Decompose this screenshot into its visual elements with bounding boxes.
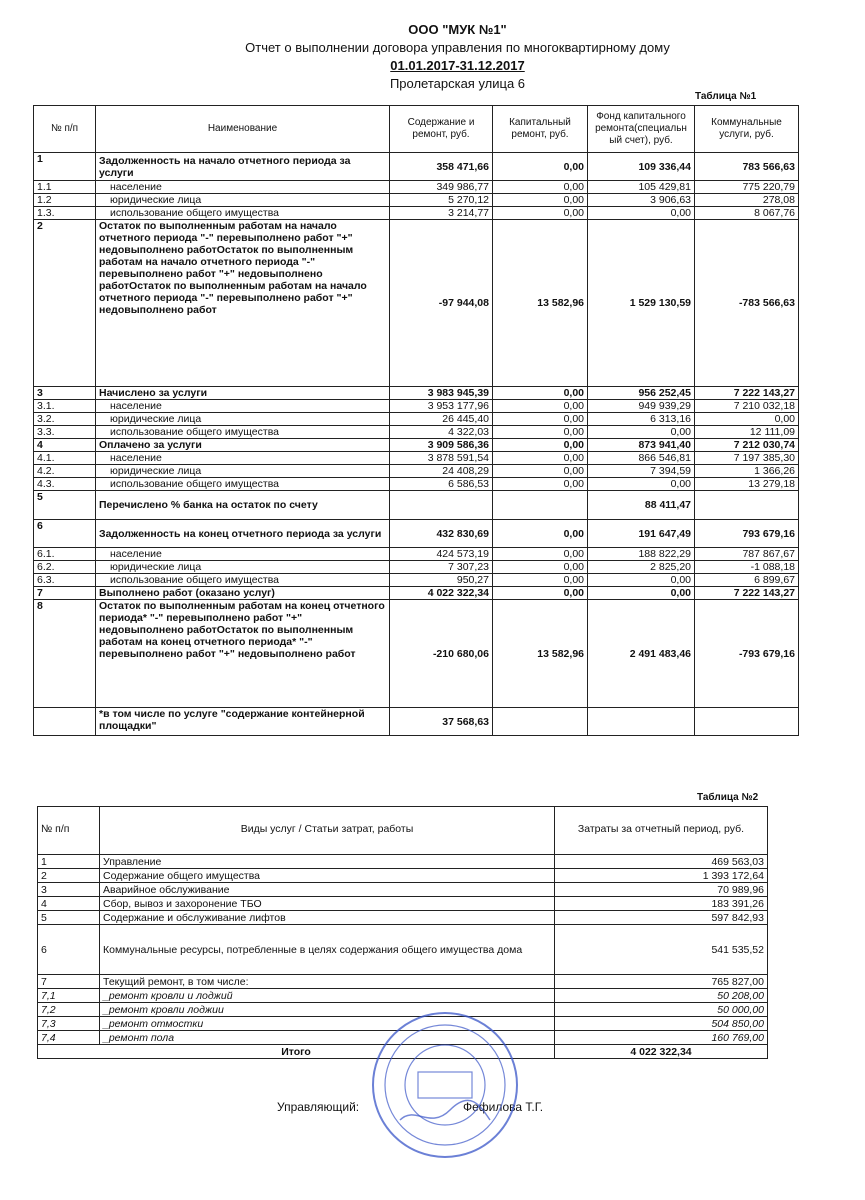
table2-row xyxy=(38,897,768,911)
t1-cell-num: 1.3. xyxy=(34,207,96,220)
t1-cell-fund: 109 336,44 xyxy=(588,153,695,181)
table1-row xyxy=(34,478,799,491)
t1-cell-util: 13 279,18 xyxy=(695,478,799,491)
table1-row xyxy=(34,194,799,207)
t2-cell-num: 1 xyxy=(38,855,100,869)
t1-cell-name: использование общего имущества xyxy=(96,207,390,220)
t1-cell-util: 7 222 143,27 xyxy=(695,387,799,400)
house-address: Пролетарская улица 6 xyxy=(389,76,526,91)
t1-cell-maint xyxy=(390,491,493,520)
t2-cell-num: 7,3 xyxy=(38,1017,100,1031)
t2-col-val: Затраты за отчетный период, руб. xyxy=(555,807,768,855)
t1-cell-num: 1.1 xyxy=(34,181,96,194)
t1-col-name: Наименование xyxy=(96,106,390,153)
org-name: ООО "МУК №1" xyxy=(408,22,507,37)
t1-cell-fund: 7 394,59 xyxy=(588,465,695,478)
t2-cell-name: _ремонт пола xyxy=(100,1031,555,1045)
t1-cell-util: 7 222 143,27 xyxy=(695,587,799,600)
table1-caption: Таблица №1 xyxy=(695,91,757,102)
t1-cell-maint: 3 214,77 xyxy=(390,207,493,220)
t1-cell-maint: 6 586,53 xyxy=(390,478,493,491)
t1-cell-maint: 3 878 591,54 xyxy=(390,452,493,465)
t1-col-cap: Капитальный ремонт, руб. xyxy=(493,106,588,153)
t1-cell-name: Оплачено за услуги xyxy=(96,439,390,452)
t1-cell-fund: 2 491 483,46 xyxy=(588,600,695,708)
table1-row xyxy=(34,561,799,574)
t1-cell-maint: 358 471,66 xyxy=(390,153,493,181)
t1-cell-num: 6.2. xyxy=(34,561,96,574)
t1-cell-num: 4.2. xyxy=(34,465,96,478)
t1-cell-util: -1 088,18 xyxy=(695,561,799,574)
t1-cell-util xyxy=(695,708,799,736)
t2-cell-num: 6 xyxy=(38,925,100,975)
t1-cell-num xyxy=(34,708,96,736)
t1-cell-num: 4.1. xyxy=(34,452,96,465)
t2-cell-name: _ремонт кровли и лоджий xyxy=(100,989,555,1003)
t1-cell-name: юридические лица xyxy=(96,413,390,426)
t1-cell-cap: 0,00 xyxy=(493,587,588,600)
table2-row xyxy=(38,883,768,897)
t1-cell-fund: 2 825,20 xyxy=(588,561,695,574)
t1-cell-name: население xyxy=(96,181,390,194)
t2-cell-name: Сбор, вывоз и захоронение ТБО xyxy=(100,897,555,911)
t1-cell-util: 787 867,67 xyxy=(695,548,799,561)
t1-cell-cap: 13 582,96 xyxy=(493,600,588,708)
t1-cell-num: 3.1. xyxy=(34,400,96,413)
t2-cell-num: 7,1 xyxy=(38,989,100,1003)
t1-cell-num: 7 xyxy=(34,587,96,600)
t1-cell-name: население xyxy=(96,452,390,465)
t1-cell-num: 5 xyxy=(34,491,96,520)
t1-cell-util: 7 210 032,18 xyxy=(695,400,799,413)
t1-cell-name: использование общего имущества xyxy=(96,574,390,587)
t1-cell-util: 278,08 xyxy=(695,194,799,207)
t1-cell-fund: 866 546,81 xyxy=(588,452,695,465)
table1-row xyxy=(34,207,799,220)
t1-cell-cap: 0,00 xyxy=(493,548,588,561)
t1-cell-fund: 873 941,40 xyxy=(588,439,695,452)
t2-cell-num: 7,4 xyxy=(38,1031,100,1045)
table2-row xyxy=(38,855,768,869)
table1-row xyxy=(34,220,799,387)
t1-col-util: Коммунальные услуги, руб. xyxy=(695,106,799,153)
table1-row xyxy=(34,400,799,413)
t1-cell-cap: 0,00 xyxy=(493,400,588,413)
t1-cell-cap: 0,00 xyxy=(493,153,588,181)
t2-cell-name: _ремонт кровли лоджии xyxy=(100,1003,555,1017)
t1-cell-cap xyxy=(493,491,588,520)
t1-cell-util: 775 220,79 xyxy=(695,181,799,194)
table2-row xyxy=(38,869,768,883)
t1-cell-name: юридические лица xyxy=(96,561,390,574)
t1-cell-maint: 4 022 322,34 xyxy=(390,587,493,600)
report-title: Отчет о выполнении договора управления по многоквартирному дому xyxy=(245,40,670,55)
t2-col-name: Виды услуг / Статьи затрат, работы xyxy=(100,807,555,855)
t2-cell-val: 541 535,52 xyxy=(555,925,768,975)
t1-cell-maint: 349 986,77 xyxy=(390,181,493,194)
t2-cell-num: 4 xyxy=(38,897,100,911)
t1-cell-name: Остаток по выполненным работам на конец отчетного периода* "-" перевыполнено работ "+" недовыполнено работОстаток по выполненным работам на конец отчетного периода* "-" перевыполнено работ "+" недовыполнено работ xyxy=(96,600,390,708)
report-period: 01.01.2017-31.12.2017 xyxy=(390,58,525,73)
t1-cell-name: Задолженность на конец отчетного периода за услуги xyxy=(96,520,390,548)
t1-cell-maint: 5 270,12 xyxy=(390,194,493,207)
t1-cell-fund: 949 939,29 xyxy=(588,400,695,413)
t2-cell-name: Текущий ремонт, в том числе: xyxy=(100,975,555,989)
t1-cell-fund: 105 429,81 xyxy=(588,181,695,194)
t1-cell-name: юридические лица xyxy=(96,465,390,478)
t1-cell-name: Остаток по выполненным работам на начало отчетного периода "-" перевыполнено работ "+" недовыполнено работОстаток по выполненным работам на начало отчетного периода "-" перевыполнено работ "+" недовыполнено работОстаток по выполненным работам на начало отчетного периода "-" перевыполнено работ "+" недовыполнено работ xyxy=(96,220,390,387)
t2-cell-val: 50 208,00 xyxy=(555,989,768,1003)
t2-cell-num: 7,2 xyxy=(38,1003,100,1017)
t1-cell-util: 783 566,63 xyxy=(695,153,799,181)
t1-cell-name: Задолженность на начало отчетного периода за услуги xyxy=(96,153,390,181)
table2-row xyxy=(38,975,768,989)
t1-cell-name: юридические лица xyxy=(96,194,390,207)
t1-cell-cap: 0,00 xyxy=(493,465,588,478)
t2-cell-name: Коммунальные ресурсы, потребленные в целях содержания общего имущества дома xyxy=(100,925,555,975)
t2-cell-val: 469 563,03 xyxy=(555,855,768,869)
t1-cell-num: 6.1. xyxy=(34,548,96,561)
t2-cell-num: 5 xyxy=(38,911,100,925)
total-label: Итого xyxy=(38,1045,555,1059)
t1-cell-util: -793 679,16 xyxy=(695,600,799,708)
t2-cell-val: 70 989,96 xyxy=(555,883,768,897)
t2-cell-val: 597 842,93 xyxy=(555,911,768,925)
t1-cell-cap: 0,00 xyxy=(493,452,588,465)
t1-cell-maint: 26 445,40 xyxy=(390,413,493,426)
t2-cell-val: 504 850,00 xyxy=(555,1017,768,1031)
table1-row xyxy=(34,413,799,426)
t1-cell-fund: 88 411,47 xyxy=(588,491,695,520)
t1-cell-fund: 6 313,16 xyxy=(588,413,695,426)
t1-cell-name: население xyxy=(96,400,390,413)
t1-cell-util: 7 197 385,30 xyxy=(695,452,799,465)
t1-cell-maint: 432 830,69 xyxy=(390,520,493,548)
t1-cell-util: 12 111,09 xyxy=(695,426,799,439)
t1-cell-util: 8 067,76 xyxy=(695,207,799,220)
t1-cell-fund: 1 529 130,59 xyxy=(588,220,695,387)
table1-header-row xyxy=(34,106,799,153)
t1-cell-fund: 3 906,63 xyxy=(588,194,695,207)
table2-row xyxy=(38,911,768,925)
t2-cell-name: Содержание общего имущества xyxy=(100,869,555,883)
t1-cell-cap: 0,00 xyxy=(493,574,588,587)
table1-row xyxy=(34,181,799,194)
t1-cell-fund: 0,00 xyxy=(588,426,695,439)
t2-col-num: № п/п xyxy=(38,807,100,855)
t1-cell-cap xyxy=(493,708,588,736)
t1-cell-util: 1 366,26 xyxy=(695,465,799,478)
t1-col-fund: Фонд капитального ремонта(специальн ый счет), руб. xyxy=(588,106,695,153)
company-stamp xyxy=(370,1010,520,1160)
t1-cell-num: 1 xyxy=(34,153,96,181)
table1-row xyxy=(34,491,799,520)
table1-row xyxy=(34,387,799,400)
t2-cell-num: 3 xyxy=(38,883,100,897)
table1-row xyxy=(34,587,799,600)
t1-cell-maint: 37 568,63 xyxy=(390,708,493,736)
t1-cell-cap: 0,00 xyxy=(493,207,588,220)
t1-cell-num: 6.3. xyxy=(34,574,96,587)
table1-row xyxy=(34,465,799,478)
table2-header-row xyxy=(38,807,768,855)
t1-cell-maint: 950,27 xyxy=(390,574,493,587)
t1-cell-maint: -210 680,06 xyxy=(390,600,493,708)
t1-cell-cap: 0,00 xyxy=(493,181,588,194)
t1-cell-maint: 424 573,19 xyxy=(390,548,493,561)
table2-caption: Таблица №2 xyxy=(697,792,759,803)
t1-cell-util xyxy=(695,491,799,520)
t1-cell-fund xyxy=(588,708,695,736)
t1-cell-num: 4.3. xyxy=(34,478,96,491)
table1-row xyxy=(34,520,799,548)
table1 xyxy=(33,105,799,736)
t2-cell-val: 1 393 172,64 xyxy=(555,869,768,883)
t1-cell-num: 4 xyxy=(34,439,96,452)
t1-cell-num: 8 xyxy=(34,600,96,708)
t1-cell-fund: 0,00 xyxy=(588,574,695,587)
t1-cell-cap: 0,00 xyxy=(493,194,588,207)
t1-cell-maint: 4 322,03 xyxy=(390,426,493,439)
t1-cell-maint: -97 944,08 xyxy=(390,220,493,387)
t1-cell-cap: 0,00 xyxy=(493,426,588,439)
t2-cell-num: 2 xyxy=(38,869,100,883)
t1-cell-num: 3.2. xyxy=(34,413,96,426)
t1-cell-cap: 0,00 xyxy=(493,478,588,491)
table1-row xyxy=(34,153,799,181)
table1-row xyxy=(34,708,799,736)
t1-cell-util: 0,00 xyxy=(695,413,799,426)
t2-cell-name: Аварийное обслуживание xyxy=(100,883,555,897)
table2-row xyxy=(38,925,768,975)
t1-cell-cap: 13 582,96 xyxy=(493,220,588,387)
total-value: 4 022 322,34 xyxy=(555,1045,768,1059)
t1-cell-num: 3.3. xyxy=(34,426,96,439)
t1-cell-cap: 0,00 xyxy=(493,520,588,548)
t1-cell-name: использование общего имущества xyxy=(96,426,390,439)
t2-cell-name: Содержание и обслуживание лифтов xyxy=(100,911,555,925)
t1-cell-cap: 0,00 xyxy=(493,413,588,426)
t1-cell-maint: 24 408,29 xyxy=(390,465,493,478)
t1-cell-cap: 0,00 xyxy=(493,387,588,400)
t2-cell-val: 765 827,00 xyxy=(555,975,768,989)
t1-cell-util: 793 679,16 xyxy=(695,520,799,548)
table1-row xyxy=(34,600,799,708)
t1-cell-name: Начислено за услуги xyxy=(96,387,390,400)
t1-cell-num: 2 xyxy=(34,220,96,387)
t1-cell-maint: 7 307,23 xyxy=(390,561,493,574)
t2-cell-name: Управление xyxy=(100,855,555,869)
t1-cell-maint: 3 909 586,36 xyxy=(390,439,493,452)
t1-cell-util: 7 212 030,74 xyxy=(695,439,799,452)
t1-cell-util: -783 566,63 xyxy=(695,220,799,387)
t1-cell-cap: 0,00 xyxy=(493,439,588,452)
t1-cell-name: *в том числе по услуге "содержание контейнерной площадки" xyxy=(96,708,390,736)
table1-row xyxy=(34,426,799,439)
table1-row xyxy=(34,574,799,587)
t1-cell-fund: 956 252,45 xyxy=(588,387,695,400)
table1-row xyxy=(34,452,799,465)
t1-cell-num: 6 xyxy=(34,520,96,548)
t1-cell-fund: 0,00 xyxy=(588,587,695,600)
table1-row xyxy=(34,548,799,561)
table1-row xyxy=(34,439,799,452)
t1-cell-name: использование общего имущества xyxy=(96,478,390,491)
t2-cell-name: _ремонт отмостки xyxy=(100,1017,555,1031)
t1-cell-name: Выполнено работ (оказано услуг) xyxy=(96,587,390,600)
t1-cell-num: 3 xyxy=(34,387,96,400)
t2-cell-val: 50 000,00 xyxy=(555,1003,768,1017)
signature-role: Управляющий: xyxy=(277,1100,360,1114)
t1-cell-name: Перечислено % банка на остаток по счету xyxy=(96,491,390,520)
t1-cell-name: население xyxy=(96,548,390,561)
t1-cell-fund: 188 822,29 xyxy=(588,548,695,561)
t1-cell-util: 6 899,67 xyxy=(695,574,799,587)
t1-cell-cap: 0,00 xyxy=(493,561,588,574)
t2-cell-val: 160 769,00 xyxy=(555,1031,768,1045)
table1-body xyxy=(34,106,799,736)
t1-cell-num: 1.2 xyxy=(34,194,96,207)
t1-col-maint: Содержание и ремонт, руб. xyxy=(390,106,493,153)
t2-cell-val: 183 391,26 xyxy=(555,897,768,911)
t1-cell-fund: 0,00 xyxy=(588,207,695,220)
t1-col-num: № п/п xyxy=(34,106,96,153)
signature-name: Фефилова Т.Г. xyxy=(463,1100,544,1114)
t1-cell-fund: 0,00 xyxy=(588,478,695,491)
t1-cell-fund: 191 647,49 xyxy=(588,520,695,548)
t1-cell-maint: 3 953 177,96 xyxy=(390,400,493,413)
t1-cell-maint: 3 983 945,39 xyxy=(390,387,493,400)
t2-cell-num: 7 xyxy=(38,975,100,989)
table2-row xyxy=(38,989,768,1003)
